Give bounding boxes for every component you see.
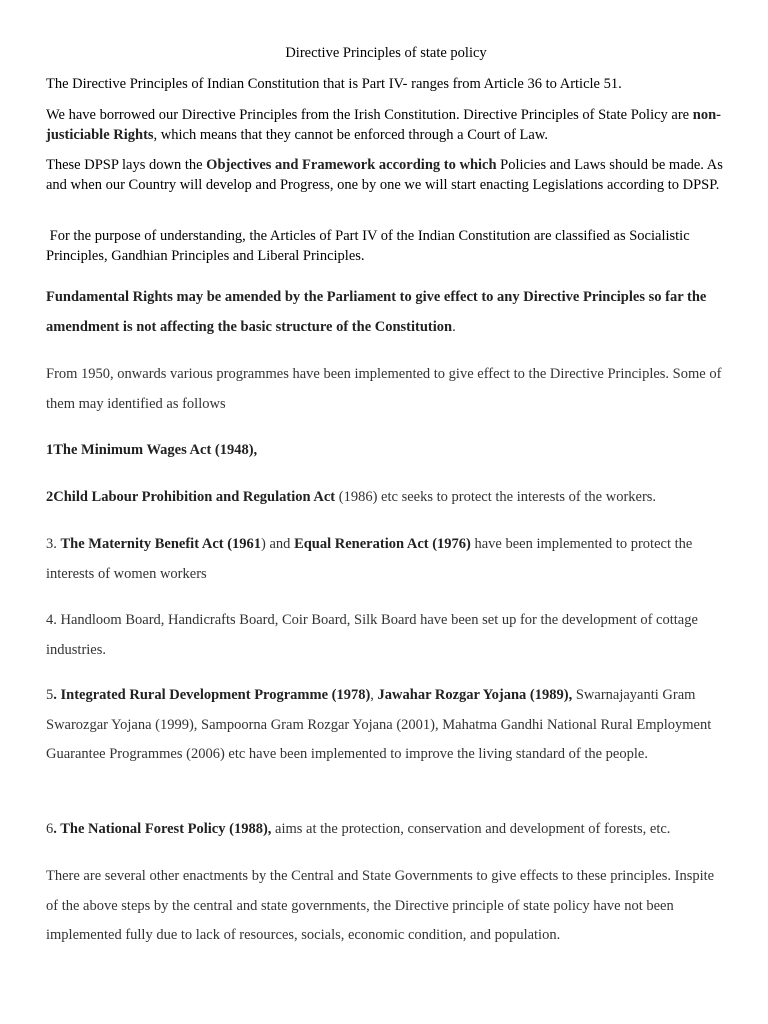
text-span: , (370, 687, 378, 703)
paragraph-irish-constitution (46, 105, 726, 145)
paragraph-fundamental-rights (46, 283, 726, 342)
text-span: aims at the protection, conservation and development of forests, etc. (271, 821, 671, 837)
list-item-boards: 4. Handloom Board, Handicrafts Board, Coir Board, Silk Board have been set up for the development of cottage industries. (46, 612, 698, 658)
list-number: 3. (46, 536, 61, 552)
text-span: Policies and Laws should be made. As and when our Country will develop and Progress, one by one we will start enacting Legislations according to DPSP. (46, 157, 723, 193)
text-span: We have borrowed our Directive Principles from the Irish Constitution. Directive Principles of State Policy are (46, 107, 693, 123)
text-span: These DPSP lays down the (46, 157, 207, 173)
paragraph-part-iv: The Directive Principles of Indian Constitution that is Part IV- ranges from Article 36 to Article 51. (46, 76, 622, 92)
list-number: 6 (46, 821, 54, 837)
text-span: . (452, 318, 456, 335)
list-item-child-labour (46, 483, 726, 513)
bold-text: The Maternity Benefit Act (1961 (60, 536, 262, 552)
bold-text: non-justiciable Rights (46, 107, 721, 143)
text-span: have been implemented to protect the interests of women workers (46, 536, 693, 582)
list-item-maternity-benefit (46, 530, 726, 589)
paragraph-classification: For the purpose of understanding, the Articles of Part IV of the Indian Constitution are classified as Socialistic Principles, Gandhian Principles and Liberal Principles. (46, 228, 694, 264)
text-span: Swarnajayanti Gram Swarozgar Yojana (1999), Sampoorna Gram Rozgar Yojana (2001), Mahatma Gandhi National Rural Employment Guarantee Programmes (2006) etc have been implemented to improve the living standard of the people. (46, 687, 712, 762)
bold-text: . Integrated Rural Development Programme (1978) (53, 687, 371, 703)
document-title: Directive Principles of state policy (285, 45, 487, 61)
paragraph-programmes-intro: From 1950, onwards various programmes have been implemented to give effect to the Directive Principles. Some of them may identified as follows (46, 366, 722, 412)
text-span: ) and (261, 536, 295, 552)
text-span: (1986) etc seeks to protect the interests of the workers. (335, 489, 657, 505)
list-item-minimum-wages (46, 436, 726, 466)
paragraph-conclusion: There are several other enactments by the Central and State Governments to give effects to these principles. Inspite of the above steps by the central and state governments, the Directive principle of state policy have not been implemented fully due to lack of resources, socials, economic condition, and population. (46, 868, 715, 943)
list-item-forest-policy (46, 815, 726, 845)
bold-text: Fundamental Rights may be amended by the Parliament to give effect to any Directive Principles so far the amendment is not affecting the basic structure of the Constitution (46, 289, 707, 335)
bold-text: . The National Forest Policy (1988), (53, 821, 272, 837)
bold-text: Objectives and Framework according to which (206, 157, 497, 173)
paragraph-objectives (46, 155, 726, 195)
bold-text: 1The Minimum Wages Act (1948), (46, 442, 258, 458)
list-number: 5 (46, 687, 54, 703)
text-span: , which means that they cannot be enforced through a Court of Law. (153, 127, 549, 143)
list-item-rural-development (46, 681, 726, 770)
bold-text: Equal Reneration Act (1976) (294, 536, 471, 552)
bold-text: Jawahar Rozgar Yojana (1989), (377, 687, 573, 703)
bold-text: 2Child Labour Prohibition and Regulation Act (46, 489, 336, 505)
